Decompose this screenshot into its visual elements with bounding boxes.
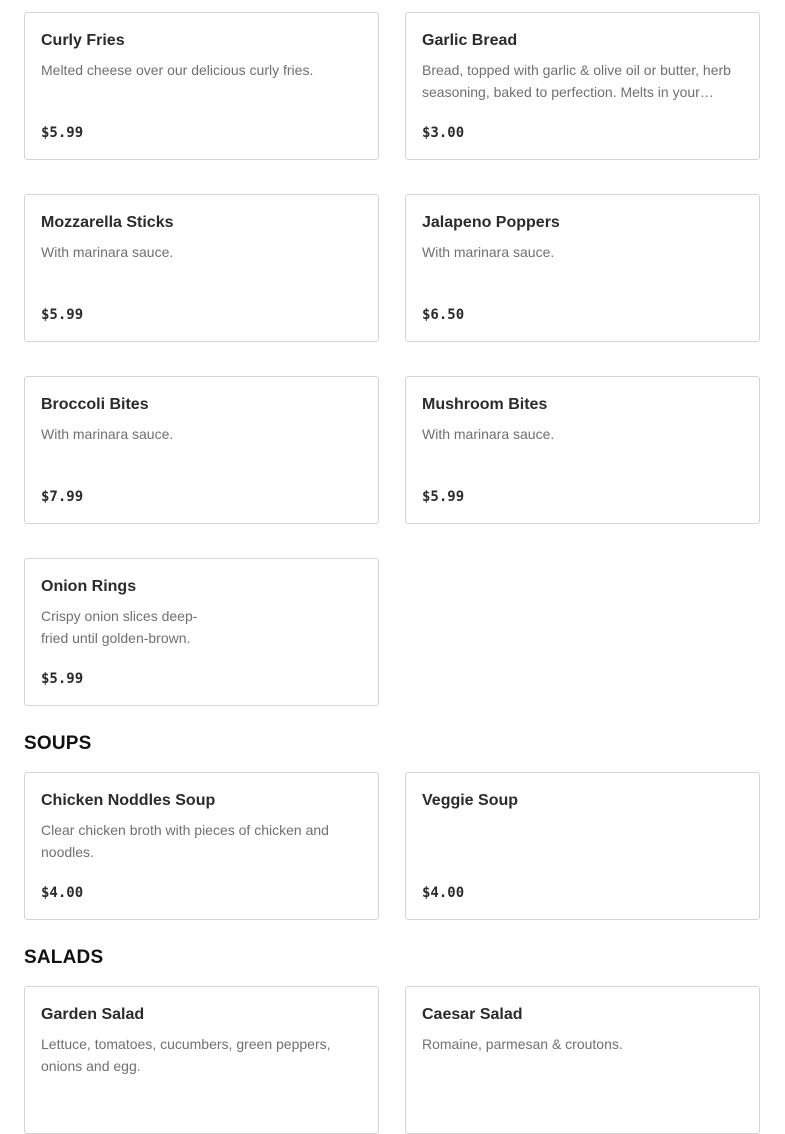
item-price: $4.00 bbox=[422, 885, 465, 901]
item-name: Mushroom Bites bbox=[422, 396, 548, 413]
item-name: Veggie Soup bbox=[422, 792, 519, 809]
menu-item-card[interactable] bbox=[405, 772, 760, 920]
menu-item-card[interactable] bbox=[24, 986, 379, 1134]
item-price: $5.99 bbox=[41, 125, 84, 141]
menu-item-card[interactable] bbox=[24, 376, 379, 524]
item-name: Caesar Salad bbox=[422, 1006, 523, 1023]
item-price: $5.99 bbox=[41, 671, 84, 687]
item-description: With marinara sauce. bbox=[422, 426, 555, 442]
menu-item-card[interactable] bbox=[24, 12, 379, 160]
section-heading-soups: SOUPS bbox=[24, 733, 92, 754]
item-name: Onion Rings bbox=[41, 578, 137, 595]
item-description: Melted cheese over our delicious curly fries. bbox=[41, 62, 314, 78]
item-price: $7.99 bbox=[41, 489, 84, 505]
item-price: $5.99 bbox=[41, 307, 84, 323]
menu-item-card[interactable] bbox=[24, 558, 379, 706]
item-name: Chicken Noddles Soup bbox=[41, 792, 216, 809]
item-name: Broccoli Bites bbox=[41, 396, 149, 413]
item-price: $5.99 bbox=[422, 489, 465, 505]
menu-item-card[interactable] bbox=[405, 986, 760, 1134]
menu-item-card[interactable] bbox=[405, 12, 760, 160]
item-price: $4.00 bbox=[41, 885, 84, 901]
item-description: Clear chicken broth with pieces of chicken and noodles. bbox=[41, 822, 329, 860]
item-description: With marinara sauce. bbox=[422, 244, 555, 260]
menu-item-card[interactable] bbox=[24, 772, 379, 920]
item-name: Jalapeno Poppers bbox=[422, 214, 560, 231]
item-description: Bread, topped with garlic & olive oil or butter, herb seasoning, baked to perfection. Melts in your… bbox=[422, 62, 731, 100]
item-name: Garlic Bread bbox=[422, 32, 518, 49]
menu-item-card[interactable] bbox=[24, 194, 379, 342]
item-price: $6.50 bbox=[422, 307, 465, 323]
item-name: Curly Fries bbox=[41, 32, 125, 49]
menu-item-card[interactable] bbox=[405, 194, 760, 342]
item-name: Garden Salad bbox=[41, 1006, 145, 1023]
item-description: Lettuce, tomatoes, cucumbers, green peppers, onions and egg. bbox=[41, 1036, 331, 1074]
menu-item-card[interactable] bbox=[405, 376, 760, 524]
item-description: With marinara sauce. bbox=[41, 244, 174, 260]
section-heading-salads: SALADS bbox=[24, 947, 104, 968]
item-price: $3.00 bbox=[422, 125, 465, 141]
item-description: Romaine, parmesan & croutons. bbox=[422, 1036, 623, 1052]
item-description: With marinara sauce. bbox=[41, 426, 174, 442]
item-description: Crispy onion slices deep-fried until golden-brown. bbox=[41, 608, 198, 646]
item-name: Mozzarella Sticks bbox=[41, 214, 174, 231]
